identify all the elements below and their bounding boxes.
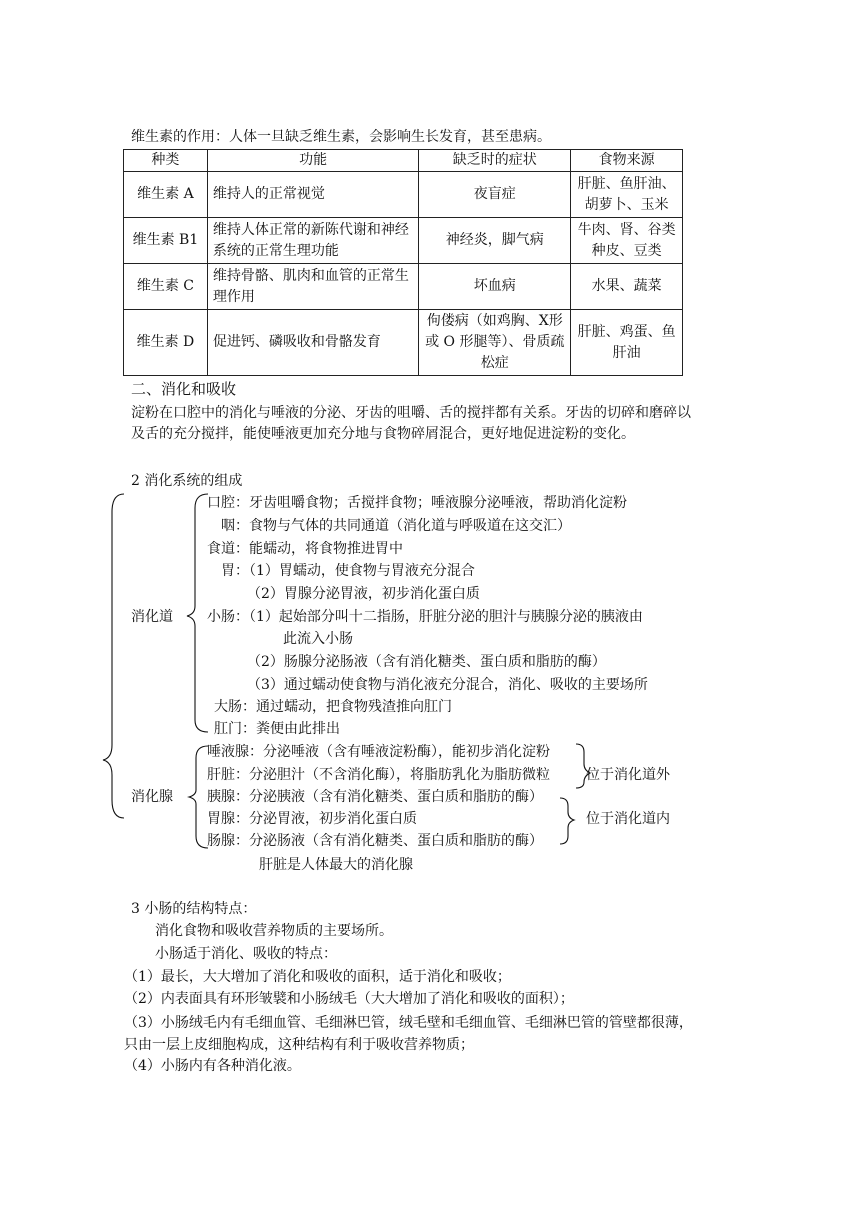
tract-line: 此流入小肠 <box>283 631 353 647</box>
tract-label: 消化道 <box>131 609 173 625</box>
outside-brace <box>576 744 590 788</box>
section-heading: 二、消化和吸收 <box>131 380 237 398</box>
tract-line: 胃：（1）胃蠕动，使食物与胃液充分混合 <box>221 563 475 579</box>
small-intestine-line: 消化食物和吸收营养物质的主要场所。 <box>155 923 393 939</box>
tract-line: （2）肠腺分泌肠液（含有消化糖类、蛋白质和脂肪的酶） <box>247 654 606 670</box>
vitamin-name: 维生素 A <box>124 172 208 218</box>
vitamin-name: 维生素 C <box>124 264 208 310</box>
gland-label: 消化腺 <box>131 789 173 805</box>
inside-label: 位于消化道内 <box>586 811 670 827</box>
gland-line: 唾液腺：分泌唾液（含有唾液淀粉酶），能初步消化淀粉 <box>207 744 550 760</box>
outer-brace <box>103 494 124 818</box>
feature-item: （1）最长，大大增加了消化和吸收的面积，适于消化和吸收； <box>124 969 511 985</box>
tract-line: 大肠：通过蠕动，把食物残渣推向肛门 <box>214 699 452 715</box>
vitamin-function: 促进钙、磷吸收和骨骼发育 <box>207 310 419 376</box>
vitamin-source: 肝脏、鸡蛋、鱼肝油 <box>571 310 683 376</box>
feature-item: （3）小肠绒毛内有毛细血管、毛细淋巴管，绒毛壁和毛细血管、毛细淋巴管的管壁都很薄，只由一层上皮细胞构成，这种结构有利于吸收营养物质； <box>124 1015 693 1053</box>
vitamin-source: 肝脏、鱼肝油、胡萝卜、玉米 <box>571 172 683 218</box>
tract-line: 食道：能蠕动，将食物推进胃中 <box>207 541 403 557</box>
vitamin-source: 水果、蔬菜 <box>571 264 683 310</box>
tract-line: （3）通过蠕动使食物与消化液充分混合，消化、吸收的主要场所 <box>247 677 648 693</box>
gland-brace <box>189 746 208 848</box>
vitamin-name: 维生素 D <box>124 310 208 376</box>
vitamin-function: 维持骨骼、肌肉和血管的正常生理作用 <box>207 264 419 310</box>
digestion-paragraph: 淀粉在口腔中的消化与唾液的分泌、牙齿的咀嚼、舌的搅拌都有关系。牙齿的切碎和磨碎以及舌的充分搅拌，能使唾液更加充分地与食物碎屑混合，更好地促进淀粉的变化。 <box>131 405 691 442</box>
vitamin-deficiency: 佝偻病（如鸡胸、X形或 O 形腿等）、骨质疏松症 <box>419 310 571 376</box>
feature-item: （4）小肠内有各种消化液。 <box>124 1058 301 1074</box>
table-header: 缺乏时的症状 <box>419 150 571 172</box>
gland-line: 胰腺：分泌胰液（含有消化糖类、蛋白质和脂肪的酶） <box>207 789 543 805</box>
feature-item: （2）内表面具有环形皱襞和小肠绒毛（大大增加了消化和吸收的面积）； <box>124 991 574 1007</box>
tract-line: 口腔：牙齿咀嚼食物；舌搅拌食物；唾液腺分泌唾液，帮助消化淀粉 <box>207 495 627 511</box>
small-intestine-line: 小肠适于消化、吸收的特点： <box>155 946 337 962</box>
tract-line: 小肠：（1）起始部分叫十二指肠，肝脏分泌的胆汁与胰腺分泌的胰液由 <box>207 609 643 625</box>
table-header: 功能 <box>207 150 419 172</box>
gland-line: 肝脏：分泌胆汁（不含消化酶），将脂肪乳化为脂肪微粒 <box>207 767 550 783</box>
tract-line: 肛门：粪便由此排出 <box>214 721 340 737</box>
vitamin-source: 牛肉、肾、谷类种皮、豆类 <box>571 218 683 264</box>
table-header: 食物来源 <box>571 150 683 172</box>
small-intestine-heading: 3 小肠的结构特点： <box>131 901 257 917</box>
inside-brace <box>560 798 574 844</box>
vitamin-name: 维生素 B1 <box>124 218 208 264</box>
vitamin-function: 维持人体正常的新陈代谢和神经系统的正常生理功能 <box>207 218 419 264</box>
tract-line: （2）胃腺分泌胃液，初步消化蛋白质 <box>247 586 480 602</box>
vitamin-deficiency: 神经炎，脚气病 <box>419 218 571 264</box>
gland-line: 肠腺：分泌肠液（含有消化糖类、蛋白质和脂肪的酶） <box>207 833 543 849</box>
gland-line: 胃腺：分泌胃液，初步消化蛋白质 <box>207 811 417 827</box>
vitamin-deficiency: 坏血病 <box>419 264 571 310</box>
tract-brace <box>187 494 208 732</box>
vitamin-function: 维持人的正常视觉 <box>207 172 419 218</box>
vitamin-deficiency: 夜盲症 <box>419 172 571 218</box>
table-header: 种类 <box>124 150 208 172</box>
outside-label: 位于消化道外 <box>586 767 670 783</box>
system-heading: 2 消化系统的组成 <box>131 473 243 489</box>
liver-note: 肝脏是人体最大的消化腺 <box>259 857 413 873</box>
vitamin-intro: 维生素的作用：人体一旦缺乏维生素，会影响生长发育，甚至患病。 <box>131 129 551 145</box>
tract-line: 咽：食物与气体的共同通道（消化道与呼吸道在这交汇） <box>221 518 571 534</box>
